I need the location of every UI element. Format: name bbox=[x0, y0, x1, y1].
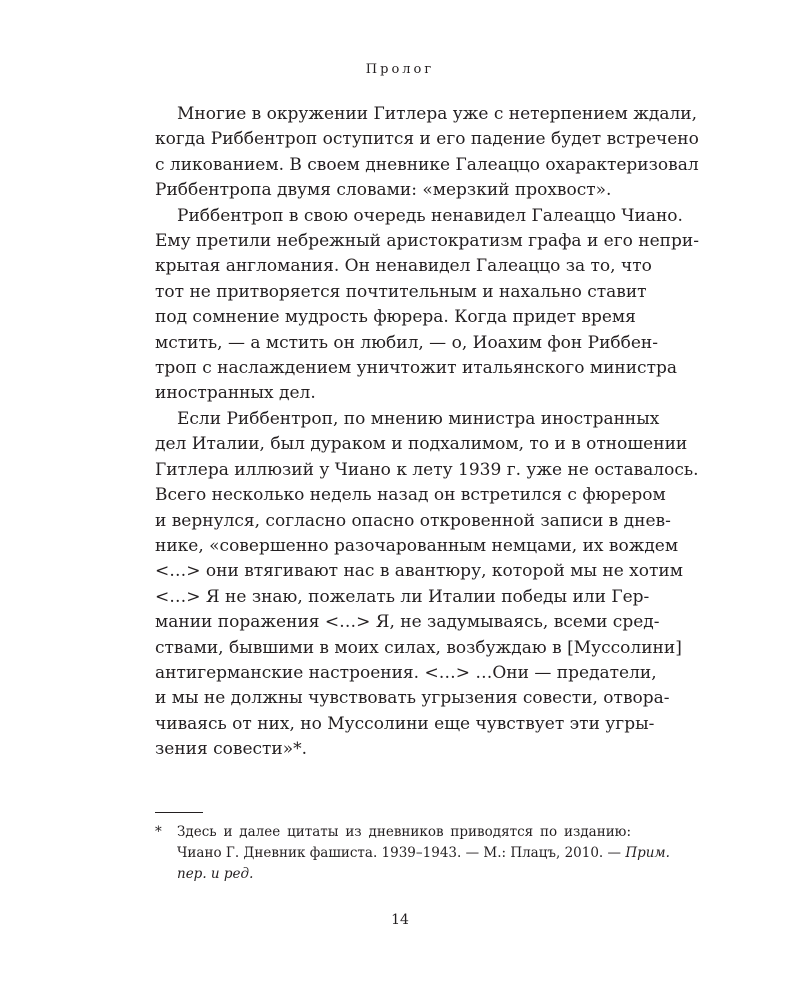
paragraph-3 bbox=[155, 407, 699, 763]
footnote-line: Здесь и далее цитаты из дневников приводятся по изданию: bbox=[177, 824, 631, 840]
text-line: и вернулся, согласно опасно откровенной записи в днев- bbox=[155, 510, 671, 531]
text-line: ствами, бывшими в моих силах, возбуждаю в [Муссолини] bbox=[155, 637, 682, 658]
text-line: дел Италии, был дураком и подхалимом, то и в отношении bbox=[155, 434, 688, 455]
text-line: нике, «совершенно разочарованным немцами, их вождем bbox=[155, 535, 679, 556]
text-line: мании поражения <…> Я, не задумываясь, всеми сред- bbox=[155, 612, 660, 633]
page-number: 14 bbox=[391, 912, 409, 928]
text-line: Ему претили небрежный аристократизм графа и его непри- bbox=[155, 231, 699, 252]
footnote-line bbox=[177, 843, 670, 864]
text-line: под сомнение мудрость фюрера. Когда придет время bbox=[155, 307, 636, 328]
text-line: крытая англомания. Он ненавидел Галеаццо за то, что bbox=[155, 256, 652, 277]
running-head: Пролог bbox=[365, 62, 435, 77]
text-line: троп с наслаждением уничтожит итальянского министра bbox=[155, 358, 678, 379]
text-line: зения совести»*. bbox=[155, 739, 308, 760]
text-line: Риббентроп в свою очередь ненавидел Галеаццо Чиано. bbox=[177, 205, 683, 226]
footnote-line: пер. и ред. bbox=[177, 866, 254, 882]
text-line: Гитлера иллюзий у Чиано к лету 1939 г. уже не оставалось. bbox=[155, 459, 699, 480]
text-line: Если Риббентроп, по мнению министра иностранных bbox=[177, 408, 660, 429]
text-line: тот не притворяется почтительным и нахально ставит bbox=[155, 281, 647, 302]
footnote-body bbox=[177, 822, 670, 885]
footnote bbox=[155, 822, 670, 885]
text-line: иностранных дел. bbox=[155, 383, 316, 404]
text-line: <…> Я не знаю, пожелать ли Италии победы или Гер- bbox=[155, 586, 650, 607]
text-line: <…> они втягивают нас в авантюру, которой мы не хотим bbox=[155, 561, 683, 582]
footnote-marker: * bbox=[155, 824, 162, 840]
paragraph-1 bbox=[155, 102, 699, 204]
text-line: когда Риббентроп оступится и его падение будет встречено bbox=[155, 129, 699, 150]
footnote-citation: Чиано Г. Дневник фашиста. 1939–1943. — М.: Плацъ, 2010. — bbox=[177, 845, 626, 861]
main-text bbox=[155, 102, 699, 763]
text-line: антигерманские настроения. <…> …Они — предатели, bbox=[155, 662, 657, 683]
footnote-divider bbox=[155, 812, 203, 813]
text-line: Всего несколько недель назад он встретился с фюрером bbox=[155, 485, 666, 506]
text-line: Риббентропа двумя словами: «мерзкий прохвост». bbox=[155, 180, 612, 201]
text-line: чиваясь от них, но Муссолини еще чувствует эти угры- bbox=[155, 713, 655, 734]
text-line: мстить, — а мстить он любил, — о, Иоахим фон Риббен- bbox=[155, 332, 659, 353]
text-line: Многие в окружении Гитлера уже с нетерпением ждали, bbox=[177, 104, 698, 124]
text-line: с ликованием. В своем дневнике Галеаццо охарактеризовал bbox=[155, 154, 699, 175]
text-line: и мы не должны чувствовать угрызения совести, отвора- bbox=[155, 688, 670, 709]
paragraph-2 bbox=[155, 204, 699, 407]
footnote-note-label: Прим. bbox=[625, 845, 670, 861]
